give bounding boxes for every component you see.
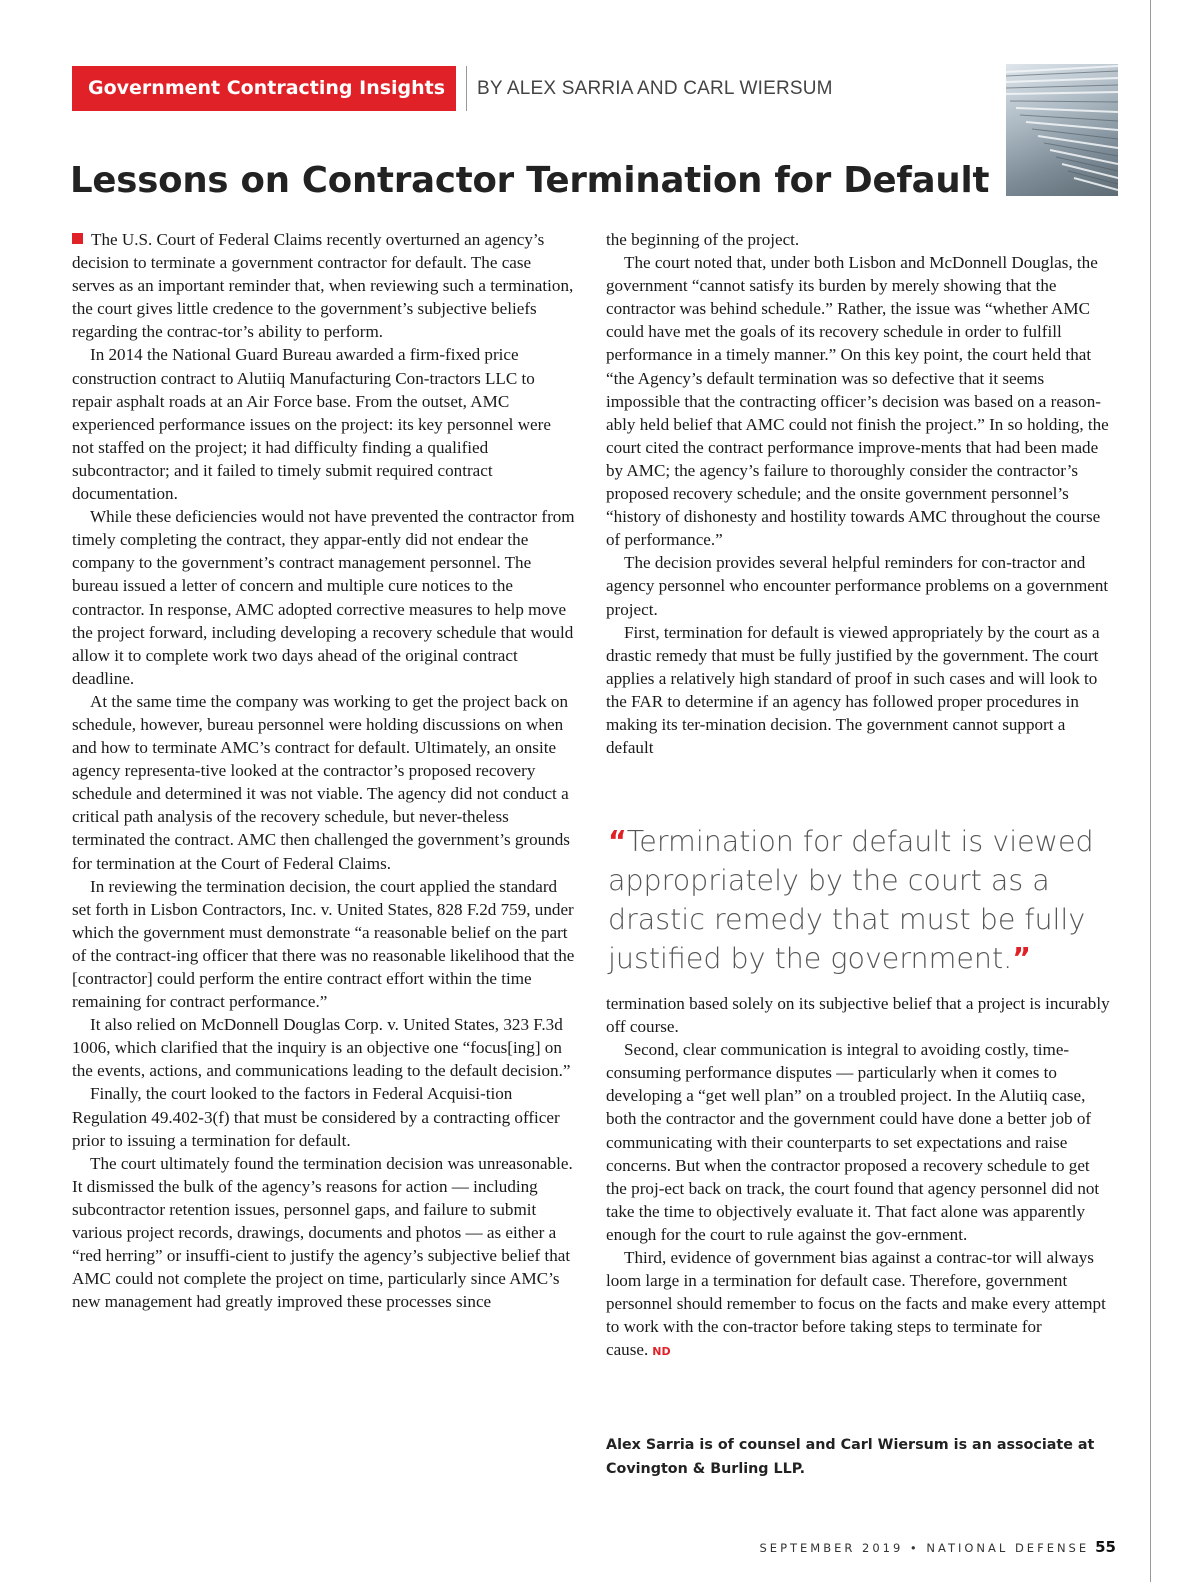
body-paragraph: While these deficiencies would not have prevented the contractor from timely completing the contract, they appar-ently did not endear the company to the government’s contract management personnel. The bureau issued a letter of concern and multiple cure notices to the contractor. In response, AMC adopted corrective measures to help move the project forward, including developing a recovery schedule that would allow it to complete work two days ahead of the original contract deadline. (72, 507, 575, 688)
left-column (72, 228, 576, 1313)
stacked-papers-photo (1006, 64, 1118, 196)
page-edge-rule (1150, 0, 1151, 1582)
body-paragraph: The decision provides several helpful reminders for con-tractor and agency personnel who encounter performance problems on a government project. (606, 553, 1109, 619)
right-column-bottom (606, 992, 1110, 1364)
red-square-bullet-icon (72, 233, 83, 244)
body-paragraph: The court noted that, under both Lisbon and McDonnell Douglas, the government “cannot satisfy its burden by merely showing that the contractor was behind schedule.” Rather, the issue was “whether AMC could have met the goals of its recovery schedule in order to fulfill performance in a timely manner.” On this key point, the court held that “the Agency’s default termination was so defective that it seems impossible that the contracting officer’s decision was based on a reason-ably held belief that AMC could not finish the project.” In so holding, the court cited the contract performance improve-ments that had been made by AMC; the agency’s failure to thoroughly consider the contractor’s proposed recovery schedule; and the onsite government personnel’s “history of dishonesty and hostility towards AMC throughout the course of performance.” (606, 253, 1109, 550)
page-footer (760, 1538, 1117, 1556)
body-paragraph: It also relied on McDonnell Douglas Corp. v. United States, 323 F.3d 1006, which clarified that the inquiry is an objective one “focus[ing] on the events, actions, and communications leading to the default decision.” (72, 1015, 571, 1081)
lead-paragraph-text: The U.S. Court of Federal Claims recently overturned an agency’s decision to terminate a government contractor for default. The case serves as an important reminder that, when reviewing such a termination, the court gives little credence to the government’s subjective beliefs regarding the contrac-tor’s ability to perform. (72, 230, 574, 342)
open-quote-mark: “ (608, 825, 627, 858)
closing-paragraph (606, 1246, 1110, 1363)
body-paragraph: In 2014 the National Guard Bureau awarded a firm-fixed price construction contract to Alutiiq Manufacturing Con-tractors LLC to repair asphalt roads at an Air Force base. From the outset, AMC experienced performance issues on the project: its key personnel were not staffed on the project; it had difficulty finding a qualified subcontractor; and it failed to timely submit required contract documentation. (72, 345, 551, 504)
header-divider (466, 66, 467, 111)
author-bio: Alex Sarria is of counsel and Carl Wiersum is an associate at Covington & Burling LLP. (606, 1437, 1095, 1477)
stacked-papers-icon (1006, 64, 1118, 196)
closing-paragraph-text: Third, evidence of government bias against a contrac-tor will always loom large in a termination for default case. Therefore, government personnel should remember to focus on the facts and make every attempt to work with the con-tractor before taking steps to terminate for cause. (606, 1248, 1106, 1360)
body-paragraph: The court ultimately found the termination decision was unreasonable. It dismissed the bulk of the agency’s reasons for action — including subcontractor retention issues, personnel gaps, and failure to submit various project records, drawings, documents and photos — as either a “red herring” or insuffi-cient to justify the agency’s subjective belief that AMC could not complete the project on time, particularly since AMC’s new management had greatly improved these processes since (72, 1153, 573, 1312)
body-paragraph: Finally, the court looked to the factors in Federal Acquisi-tion Regulation 49.402-3(f) that must be considered by a contracting officer prior to issuing a termination for default. (72, 1084, 560, 1150)
continuation-paragraph: termination based solely on its subjective belief that a project is incurably off course. (606, 994, 1110, 1037)
end-mark: ND (652, 1345, 671, 1359)
right-column-top (606, 228, 1110, 759)
close-quote-mark: ” (1012, 942, 1031, 975)
byline: BY ALEX SARRIA AND CARL WIERSUM (477, 77, 833, 99)
body-paragraph: At the same time the company was working to get the project back on schedule, however, bureau personnel were holding discussions on when and how to terminate AMC’s contract for default. Ultimately, an onsite agency representa-tive looked at the contractor’s proposed recovery schedule and determined it was not viable. The agency did not conduct a critical path analysis of the recovery schedule, but never-theless terminated the contract. AMC then challenged the government’s grounds for termination at the Court of Federal Claims. (72, 691, 570, 873)
article-headline: Lessons on Contractor Termination for Default (70, 160, 990, 201)
lead-paragraph (72, 228, 576, 343)
continuation-paragraph: the beginning of the project. (606, 230, 800, 249)
body-paragraph: First, termination for default is viewed appropriately by the court as a drastic remedy that must be fully justified by the government. The court applies a relatively high standard of proof in such cases and will look to the FAR to determine if an agency has followed proper procedures in making its ter-mination decision. The government cannot support a default (606, 622, 1100, 758)
pull-quote (608, 822, 1118, 978)
body-paragraph: Second, clear communication is integral to avoiding costly, time-consuming performance disputes — particularly when it comes to developing a “get well plan” on a troubled project. In the Alutiiq case, both the contractor and the government could have done a better job of communicating with their counterparts to set expectations and raise concerns. But when the contractor proposed a recovery schedule to get the proj-ect back on track, the court found that agency personnel did not take the time to objectively evaluate it. That fact alone was apparently enough for the court to rule against the gov-ernment. (606, 1040, 1100, 1244)
page-number: 55 (1095, 1538, 1116, 1556)
section-tag: Government Contracting Insights (72, 66, 456, 111)
article-header (72, 66, 833, 111)
body-paragraph: In reviewing the termination decision, the court applied the standard set forth in Lisbon Contractors, Inc. v. United States, 828 F.2d 759, under which the government must demonstrate “a reasonable belief on the part of the contract-ing officer that there was no reasonable likelihood that the [contractor] could perform the entire contract effort within the time remaining for contract performance.” (72, 876, 575, 1012)
pull-quote-text: Termination for default is viewed appropriately by the court as a drastic remedy that must be fully justified by the government. (608, 825, 1094, 975)
issue-label: SEPTEMBER 2019 • NATIONAL DEFENSE (759, 1541, 1090, 1555)
